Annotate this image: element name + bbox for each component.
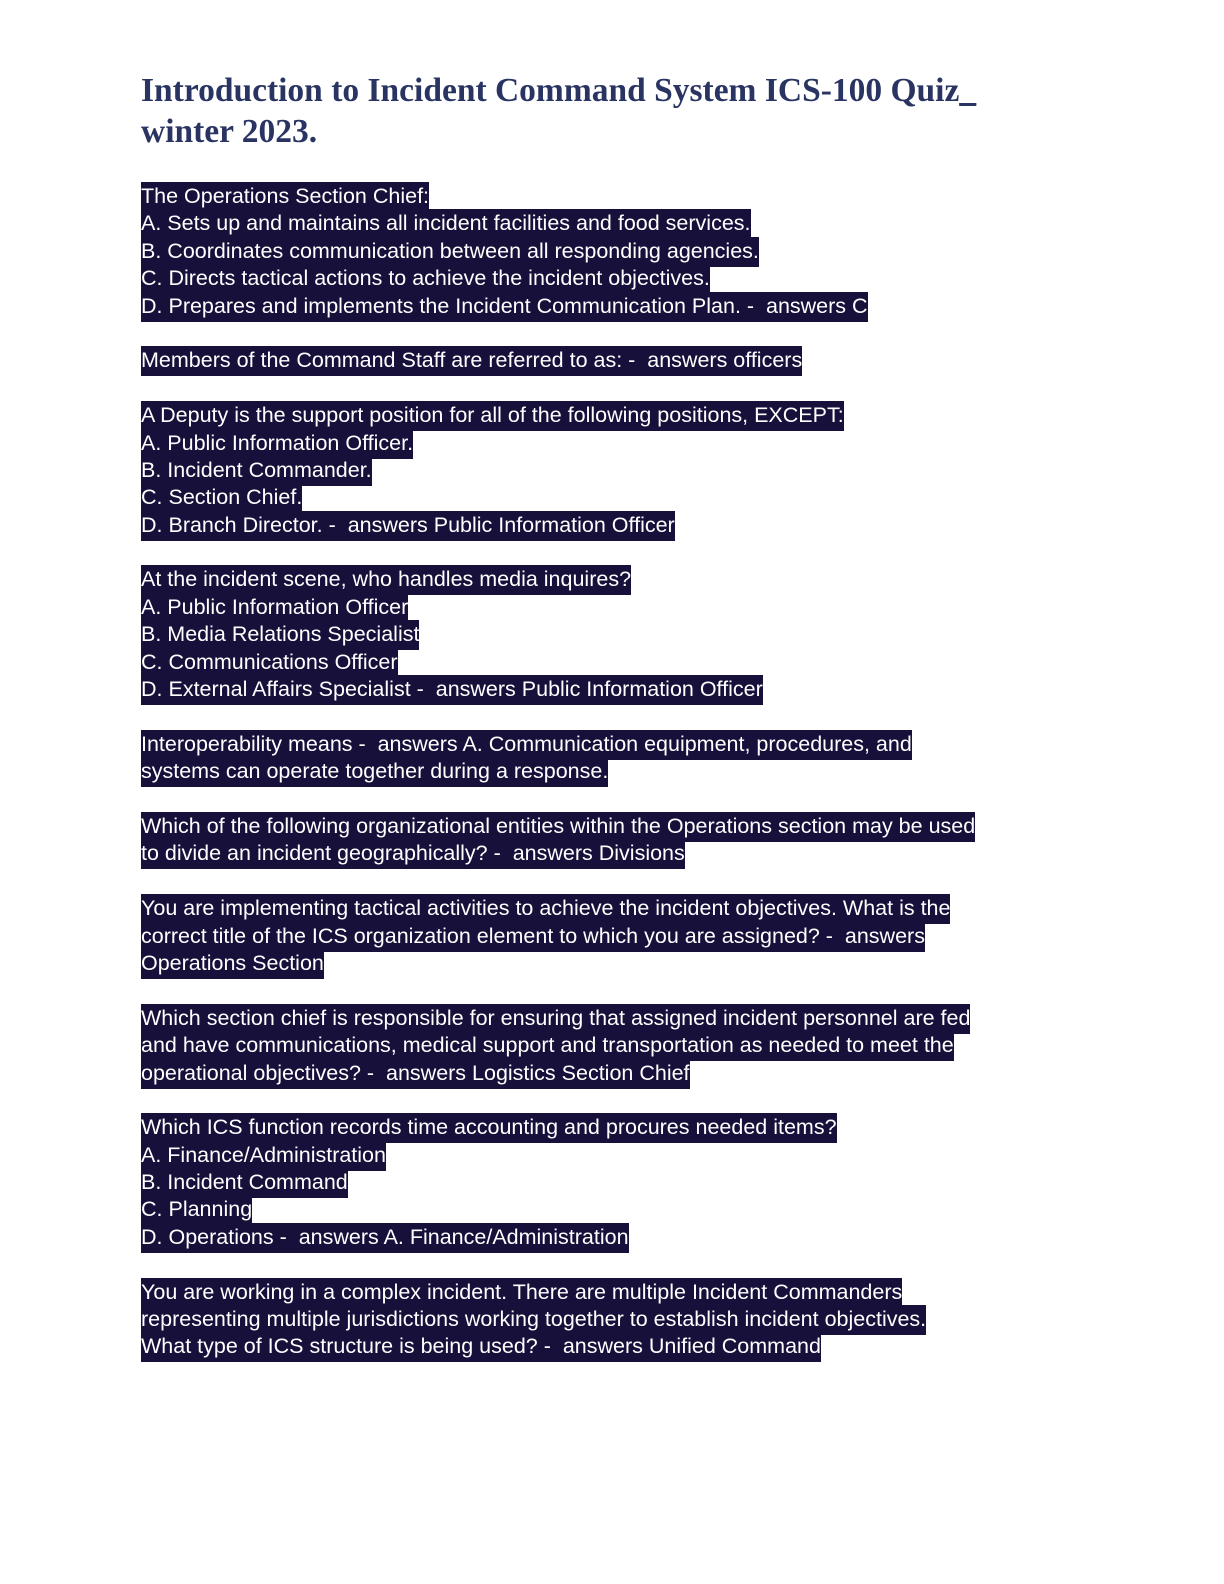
question-line [141,1306,1101,1333]
page-title-underscore: _ [959,72,977,109]
page-title-line-2: winter 2023. [141,113,318,150]
highlighted-text: A Deputy is the support position for all of the following positions, EXCEPT: [141,401,844,431]
highlighted-text: C. Communications Officer [141,648,398,678]
highlighted-text: Which section chief is responsible for ensuring that assigned incident personnel are fed [141,1004,970,1034]
question-line [141,347,1101,374]
quiz-body [141,183,1101,1361]
highlighted-text: D. Branch Director. - answers Public Information Officer [141,511,675,541]
highlighted-text: C. Directs tactical actions to achieve the incident objectives. [141,264,710,294]
question-line [141,265,1101,292]
highlighted-text: Which ICS function records time accounting and procures needed items? [141,1113,837,1143]
highlighted-text: A. Public Information Officer. [141,429,413,459]
highlighted-text: D. Prepares and implements the Incident Communication Plan. - answers C [141,292,868,322]
question-line [141,950,1101,977]
highlighted-text: and have communications, medical support and transportation as needed to meet the [141,1031,954,1061]
question-block [141,731,1101,786]
question-line [141,402,1101,429]
question-line [141,813,1101,840]
question-line [141,895,1101,922]
question-line [141,1224,1101,1251]
question-line [141,1060,1101,1087]
question-block [141,347,1101,374]
highlighted-text: At the incident scene, who handles media inquires? [141,565,631,595]
question-line [141,1114,1101,1141]
highlighted-text: B. Incident Command [141,1168,348,1198]
question-line [141,183,1101,210]
question-block [141,1279,1101,1361]
highlighted-text: A. Finance/Administration [141,1141,386,1171]
highlighted-text: D. Operations - answers A. Finance/Administration [141,1223,629,1253]
question-block [141,1114,1101,1251]
question-line [141,1142,1101,1169]
highlighted-text: Operations Section [141,949,324,979]
question-line [141,731,1101,758]
highlighted-text: D. External Affairs Specialist - answers Public Information Officer [141,675,763,705]
highlighted-text: systems can operate together during a response. [141,757,608,787]
question-line [141,649,1101,676]
question-line [141,621,1101,648]
question-line [141,758,1101,785]
highlighted-text: A. Sets up and maintains all incident facilities and food services. [141,209,751,239]
highlighted-text: You are working in a complex incident. There are multiple Incident Commanders [141,1278,902,1308]
page-title-line-1: Introduction to Incident Command System ICS-100 Quiz [141,72,960,109]
highlighted-text: B. Incident Commander. [141,456,372,486]
question-block [141,402,1101,539]
question-line [141,1196,1101,1223]
highlighted-text: Members of the Command Staff are referred to as: - answers officers [141,346,802,376]
question-line [141,1032,1101,1059]
question-block [141,1005,1101,1087]
question-line [141,457,1101,484]
question-line [141,594,1101,621]
question-block [141,895,1101,977]
question-line [141,1333,1101,1360]
question-line [141,210,1101,237]
highlighted-text: C. Section Chief. [141,483,302,513]
highlighted-text: The Operations Section Chief: [141,182,429,212]
highlighted-text: Which of the following organizational entities within the Operations section may be used [141,812,975,842]
page-title [141,70,1071,152]
question-block [141,813,1101,868]
question-line [141,1005,1101,1032]
highlighted-text: to divide an incident geographically? - answers Divisions [141,839,685,869]
highlighted-text: Interoperability means - answers A. Communication equipment, procedures, and [141,730,912,760]
highlighted-text: operational objectives? - answers Logistics Section Chief [141,1059,690,1089]
question-line [141,1279,1101,1306]
question-line [141,566,1101,593]
question-line [141,484,1101,511]
highlighted-text: B. Coordinates communication between all responding agencies. [141,237,759,267]
highlighted-text: correct title of the ICS organization element to which you are assigned? - answers [141,922,925,952]
highlighted-text: A. Public Information Officer [141,593,408,623]
question-line [141,293,1101,320]
question-block [141,183,1101,320]
question-block [141,566,1101,703]
question-line [141,1169,1101,1196]
question-line [141,676,1101,703]
question-line [141,512,1101,539]
highlighted-text: representing multiple jurisdictions working together to establish incident objectives. [141,1305,926,1335]
highlighted-text: What type of ICS structure is being used? - answers Unified Command [141,1332,821,1362]
highlighted-text: C. Planning [141,1195,252,1225]
question-line [141,840,1101,867]
question-line [141,430,1101,457]
question-line [141,238,1101,265]
highlighted-text: B. Media Relations Specialist [141,620,419,650]
highlighted-text: You are implementing tactical activities to achieve the incident objectives. What is the [141,894,950,924]
question-line [141,923,1101,950]
